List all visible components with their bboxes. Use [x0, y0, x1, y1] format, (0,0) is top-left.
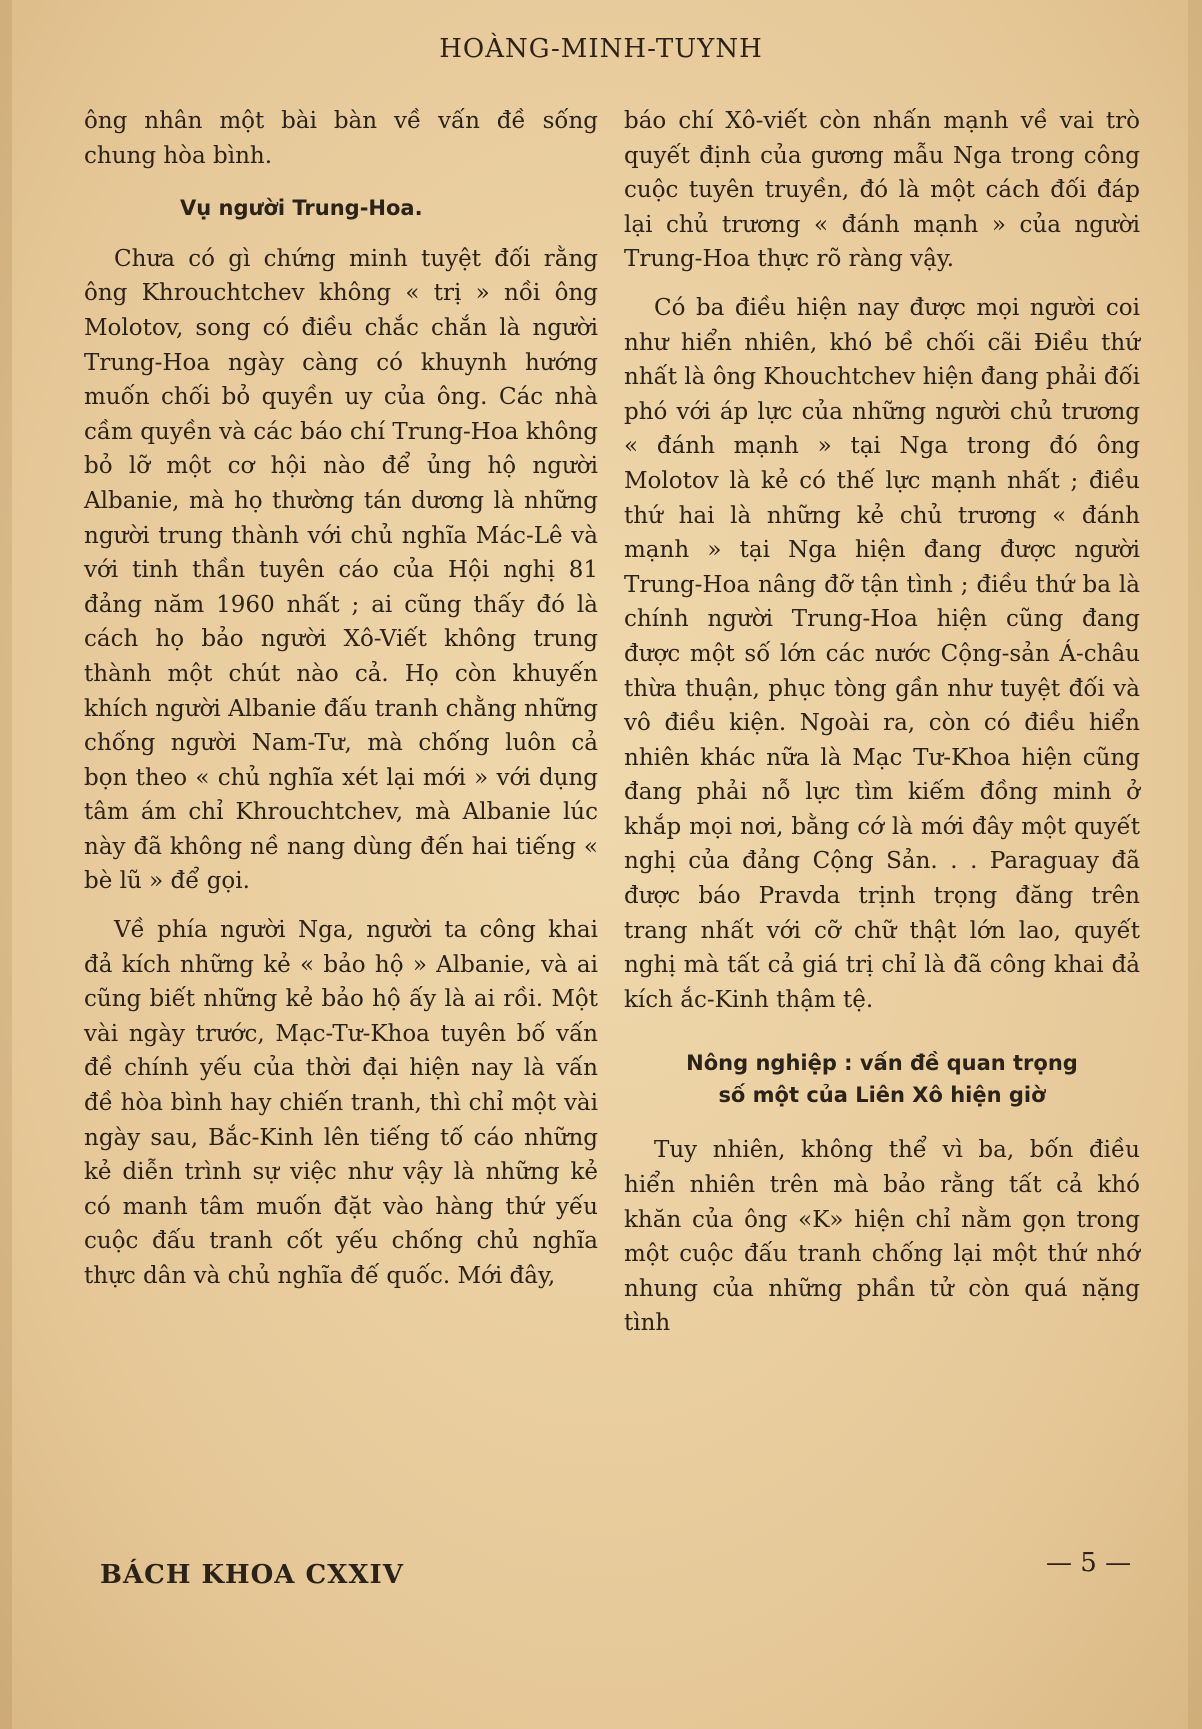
right-edge-stain [1188, 0, 1202, 1729]
page-number: — 5 — [1046, 1548, 1132, 1578]
magazine-issue: BÁCH KHOA CXXIV [100, 1560, 404, 1590]
left-paragraph-1: ông nhân một bài bàn về vấn đề sống chung hòa bình. [84, 108, 598, 169]
left-paragraph-3: Về phía người Nga, người ta công khai đả kích những kẻ « bảo hộ » Albanie, và ai cũng biết những kẻ bảo hộ ấy là ai rồi. Một vài ngày trước, Mạc-Tư-Khoa tuyên bố vấn đề chính yếu của thời đại hiện nay là vấn đề hòa bình hay chiến tranh, thì chỉ một vài ngày sau, Bắc-Kinh lên tiếng tố cáo những kẻ diễn trình sự việc như vậy là những kẻ có manh tâm muốn đặt vào hàng thứ yếu cuộc đấu tranh cốt yếu chống chủ nghĩa thực dân và chủ nghĩa đế quốc. Mới đây, [84, 917, 598, 1289]
section-heading-chinese: Vụ người Trung-Hoa. [180, 196, 423, 221]
running-header: HOÀNG-MINH-TUYNH [439, 34, 763, 64]
right-column [624, 104, 1140, 1355]
section-heading-agriculture [624, 1047, 1140, 1111]
right-paragraph-1: báo chí Xô-viết còn nhấn mạnh về vai trò quyết định của gương mẫu Nga trong công cuộc tuyên truyền, đó là một cách đối đáp lại chủ trương « đánh mạnh » của người Trung-Hoa thực rõ ràng vậy. [624, 108, 1140, 273]
right-paragraph-2: Có ba điều hiện nay được mọi người coi như hiển nhiên, khó bề chối cãi Điều thứ nhất là ông Khouchtchev hiện đang phải đối phó với áp lực của những người chủ trương « đánh mạnh » tại Nga trong đó ông Molotov là kẻ có thế lực mạnh nhất ; điều thứ hai là những kẻ chủ trương « đánh mạnh » tại Nga hiện đang được người Trung-Hoa nâng đỡ tận tình ; điều thứ ba là chính người Trung-Hoa hiện cũng đang được một số lớn các nước Cộng-sản Á-châu thừa thuận, phục tòng gần như tuyệt đối và vô điều kiện. Ngoài ra, còn có điều hiển nhiên khác nữa là Mạc Tư-Khoa hiện cũng đang phải nỗ lực tìm kiếm đồng minh ở khắp mọi nơi, bằng cớ là mới đây một quyết nghị của đảng Cộng Sản. . . Paraguay đã được báo Pravda trịnh trọng đăng trên trang nhất với cỡ chữ thật lớn lao, quyết nghị mà tất cả giá trị chỉ là đã công khai đả kích ắc-Kinh thậm tệ. [624, 294, 1140, 1013]
left-column [84, 104, 598, 1308]
section-heading-agriculture-line-1: Nông nghiệp : vấn đề quan trọng [686, 1051, 1078, 1076]
left-edge-stain [0, 0, 12, 1729]
left-paragraph-2: Chưa có gì chứng minh tuyệt đối rằng ông Khrouchtchev không « trị » nồi ông Molotov, song có điều chắc chắn là người Trung-Hoa ngày càng có khuynh hướng muốn chối bỏ quyền uy của ông. Các nhà cầm quyền và các báo chí Trung-Hoa không bỏ lỡ một cơ hội nào để ủng hộ người Albanie, mà họ thường tán dương là những người trung thành với chủ nghĩa Mác-Lê và với tinh thần tuyên cáo của Hội nghị 81 đảng năm 1960 nhất ; ai cũng thấy đó là cách họ bảo người Xô-Viết không trung thành một chút nào cả. Họ còn khuyến khích người Albanie đấu tranh chằng những chống người Nam-Tư, mà chống luôn cả bọn theo « chủ nghĩa xét lại mới » với dụng tâm ám chỉ Khrouchtchev, mà Albanie lúc này đã không nề nang dùng đến hai tiếng « bè lũ » để gọi. [84, 245, 598, 895]
right-paragraph-3: Tuy nhiên, không thể vì ba, bốn điều hiển nhiên trên mà bảo rằng tất cả khó khăn của ông «K» hiện chỉ nằm gọn trong một cuộc đấu tranh chống lại một thứ nhớ nhung của những phần tử còn quá nặng tình [624, 1137, 1140, 1337]
section-heading-agriculture-line-2: số một của Liên Xô hiện giờ [718, 1083, 1046, 1108]
